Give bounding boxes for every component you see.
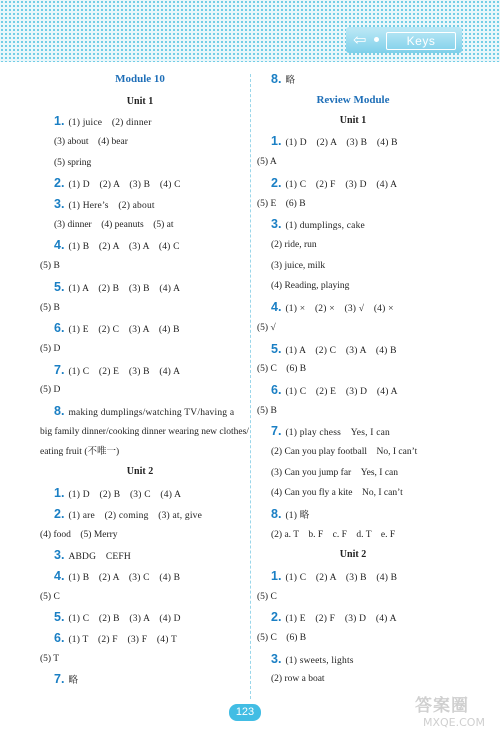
- watermark-logo: [415, 696, 499, 736]
- answer-line: (5) T: [40, 654, 60, 664]
- answer-line: (5) B: [40, 261, 60, 271]
- answer-line: 1. (1) D (2) A (3) B (4) B: [271, 134, 398, 148]
- answer-line: 1. (1) juice (2) dinner: [54, 114, 152, 128]
- answer-line: 7. (1) play chess Yes, I can: [271, 424, 390, 438]
- answer-line: eating fruit (不唯一): [40, 447, 120, 457]
- column-divider: [250, 74, 251, 699]
- answer-line: (5) √: [257, 323, 276, 333]
- unit-heading: Unit 1: [339, 115, 367, 126]
- answer-line: (2) row a boat: [271, 674, 325, 684]
- answer-line: (2) a. T b. F c. F d. T e. F: [271, 530, 396, 540]
- answer-line: (4) food (5) Merry: [40, 530, 118, 540]
- keys-label: Keys: [386, 32, 456, 50]
- answer-line: 2. (1) E (2) F (3) D (4) A: [271, 610, 397, 624]
- answer-line: (3) Can you jump far Yes, I can: [271, 468, 398, 478]
- answer-line: 4. (1) B (2) A (3) A (4) C: [54, 238, 180, 252]
- answer-line: 5. (1) C (2) B (3) A (4) D: [54, 610, 181, 624]
- answer-line: (4) Can you fly a kite No, I can’t: [271, 488, 403, 498]
- answer-line: 6. (1) C (2) E (3) D (4) A: [271, 383, 398, 397]
- answer-line: 3. (1) Here’s (2) about: [54, 197, 155, 211]
- module-title: Review Module: [316, 94, 390, 106]
- module-title: Module 10: [115, 73, 165, 85]
- answer-line: (2) Can you play football No, I can’t: [271, 447, 418, 457]
- answer-line: (5) B: [257, 406, 277, 416]
- answer-line: 6. (1) E (2) C (3) A (4) B: [54, 321, 180, 335]
- answer-line: (4) Reading, playing: [271, 281, 350, 291]
- answer-line: 2. (1) D (2) A (3) B (4) C: [54, 176, 181, 190]
- answer-line: 6. (1) T (2) F (3) F (4) T: [54, 631, 178, 645]
- answer-line: 3. (1) sweets, lights: [271, 652, 354, 666]
- answer-line: big family dinner/cooking dinner wearing new clothes/: [40, 427, 249, 437]
- answer-line: (5) C: [40, 592, 60, 602]
- answer-line: (5) E (6) B: [257, 199, 306, 209]
- answer-line: (5) C: [257, 592, 277, 602]
- answer-line: (3) about (4) bear: [54, 137, 128, 147]
- answer-line: 5. (1) A (2) C (3) A (4) B: [271, 342, 397, 356]
- answer-line: (2) ride, run: [271, 240, 317, 250]
- page-number: 123: [229, 704, 261, 721]
- answer-line: (5) B: [40, 303, 60, 313]
- unit-heading: Unit 1: [126, 96, 154, 107]
- answer-line: (3) juice, milk: [271, 261, 326, 271]
- watermark-url: MXQE.COM: [423, 716, 485, 729]
- answer-line: 1. (1) D (2) B (3) C (4) A: [54, 486, 182, 500]
- answer-line: 4. (1) × (2) × (3) √ (4) ×: [271, 300, 394, 314]
- answer-line: 3. (1) dumplings, cake: [271, 217, 365, 231]
- answer-line: 1. (1) C (2) A (3) B (4) B: [271, 569, 398, 583]
- unit-heading: Unit 2: [126, 466, 154, 477]
- watermark-text: 答案圈: [415, 696, 469, 716]
- answer-line: (5) D: [40, 385, 61, 395]
- answer-line: (5) C (6) B: [257, 633, 307, 643]
- left-arrow-icon: ⇦: [353, 30, 367, 49]
- answer-line: 8. (1) 略: [271, 507, 310, 521]
- answer-line: 4. (1) B (2) A (3) C (4) B: [54, 569, 181, 583]
- dot-icon: [374, 37, 379, 42]
- answer-line: 8. 略: [271, 72, 296, 86]
- answer-line: (5) spring: [54, 158, 92, 168]
- answer-line: 2. (1) are (2) coming (3) at, give: [54, 507, 203, 521]
- answer-line: (3) dinner (4) peanuts (5) at: [54, 220, 174, 230]
- unit-heading: Unit 2: [339, 549, 367, 560]
- answer-line: (5) D: [40, 344, 61, 354]
- answer-line: 7. (1) C (2) E (3) B (4) A: [54, 363, 181, 377]
- answer-line: 8. making dumplings/watching TV/having a: [54, 404, 235, 418]
- answer-line: (5) A: [257, 157, 277, 167]
- answer-line: 5. (1) A (2) B (3) B (4) A: [54, 280, 181, 294]
- answer-line: 2. (1) C (2) F (3) D (4) A: [271, 176, 398, 190]
- answer-line: 7. 略: [54, 672, 79, 686]
- answer-line: 3. ABDG CEFH: [54, 548, 131, 562]
- answer-line: (5) C (6) B: [257, 364, 307, 374]
